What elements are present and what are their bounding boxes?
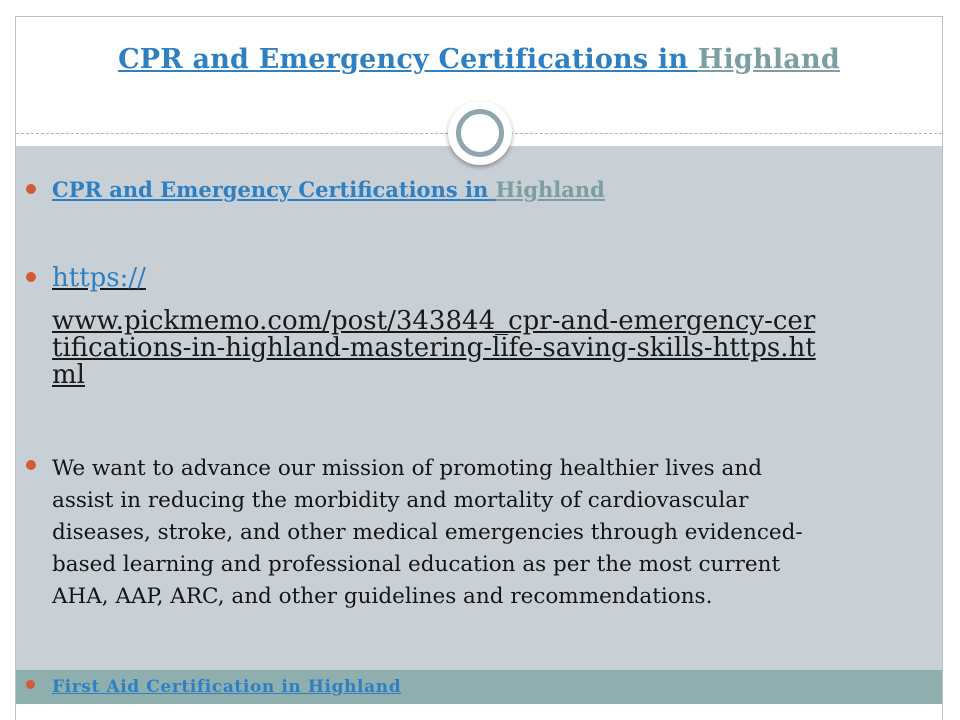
mission-line-3: diseases, stroke, and other medical emergencies through evidenced- <box>52 520 803 545</box>
mission-line-4: based learning and professional education as per the most current <box>52 552 781 577</box>
url-line-2[interactable]: www.pickmemo.com/post/343844_cpr-and-emergency-cer <box>52 306 816 336</box>
bullet-dot-icon <box>26 680 35 689</box>
url-line-3[interactable]: tifications-in-highland-mastering-life-saving-skills-https.ht <box>52 333 816 363</box>
mission-line-5: AHA, AAP, ARC, and other guidelines and recommendations. <box>52 584 713 609</box>
title-link-part[interactable]: CPR and Emergency Certifications in <box>118 44 698 75</box>
title-link-highland[interactable]: Highland <box>697 44 840 75</box>
frame-left-line <box>15 16 16 720</box>
first-aid-link[interactable]: First Aid Certification in Highland <box>52 677 402 697</box>
mission-paragraph <box>52 453 932 613</box>
bullet-link-first-aid[interactable] <box>52 677 401 697</box>
bullet-url-link[interactable] <box>52 265 932 389</box>
url-line-4[interactable]: ml <box>52 360 85 390</box>
left-margin <box>0 146 15 720</box>
bullet-link-cpr-certifications[interactable] <box>52 177 605 202</box>
bullet-dot-icon <box>26 184 36 194</box>
bullet-dot-icon <box>26 460 36 470</box>
url-line-1[interactable]: https:// <box>52 263 146 293</box>
ring-inner-circle <box>456 109 504 157</box>
slide-title[interactable] <box>16 44 942 75</box>
bullet-link-highland[interactable]: Highland <box>495 177 605 202</box>
ring-icon <box>448 101 512 165</box>
mission-line-1: We want to advance our mission of promoting healthier lives and <box>52 456 762 481</box>
bullet-dot-icon <box>26 272 36 282</box>
right-margin <box>943 146 960 720</box>
bullet-link-part[interactable]: CPR and Emergency Certifications in <box>52 177 496 202</box>
mission-line-2: assist in reducing the morbidity and mortality of cardiovascular <box>52 488 749 513</box>
frame-right-line <box>942 16 943 720</box>
